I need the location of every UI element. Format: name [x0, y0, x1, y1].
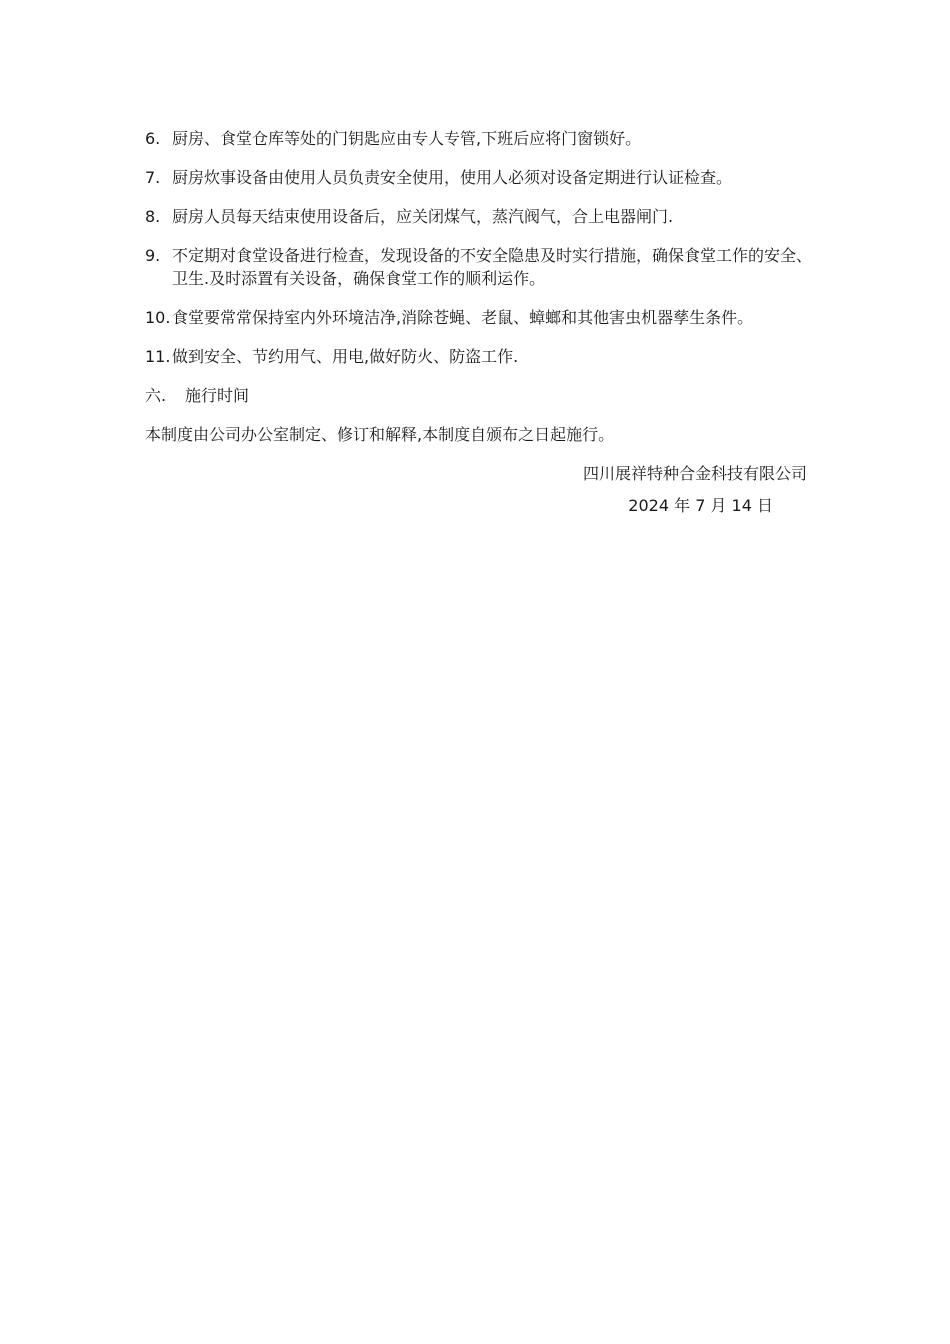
list-item [145, 345, 815, 368]
item-text: 厨房、食堂仓库等处的门钥匙应由专人专管,下班后应将门窗锁好。 [172, 129, 642, 148]
issue-date: 2024 年 7 月 14 日 [628, 496, 773, 515]
company-signature: 四川展祥特种合金科技有限公司 [582, 464, 807, 483]
section-number: 六. [145, 386, 167, 405]
list-item [145, 306, 815, 329]
list-item [145, 127, 815, 150]
item-number: 6. [145, 129, 161, 148]
item-number: 10. [145, 308, 171, 327]
item-number: 7. [145, 168, 161, 187]
item-text: 不定期对食堂设备进行检查，发现设备的不安全隐患及时实行措施，确保食堂工作的安全、卫生.及时添置有关设备，确保食堂工作的顺利运作。 [172, 246, 813, 288]
item-number: 8. [145, 207, 161, 226]
closing-paragraph: 本制度由公司办公室制定、修订和解释,本制度自颁布之日起施行。 [145, 425, 615, 444]
item-text: 厨房炊事设备由使用人员负责安全使用，使用人必须对设备定期进行认证检查。 [172, 168, 733, 187]
item-text: 做到安全、节约用气、用电,做好防火、防盗工作. [172, 347, 519, 366]
section-heading [145, 384, 815, 407]
item-text: 食堂要常常保持室内外环境洁净,消除苍蝇、老鼠、蟑螂和其他害虫机器孳生条件。 [172, 308, 754, 327]
item-number: 9. [145, 246, 161, 265]
item-text: 厨房人员每天结束使用设备后，应关闭煤气，蒸汽阀气，合上电器闸门. [172, 207, 674, 226]
list-item [145, 244, 815, 290]
section-title: 施行时间 [185, 386, 250, 405]
document-body [145, 127, 815, 517]
item-number: 11. [145, 347, 171, 366]
list-item [145, 166, 815, 189]
list-item [145, 205, 815, 228]
